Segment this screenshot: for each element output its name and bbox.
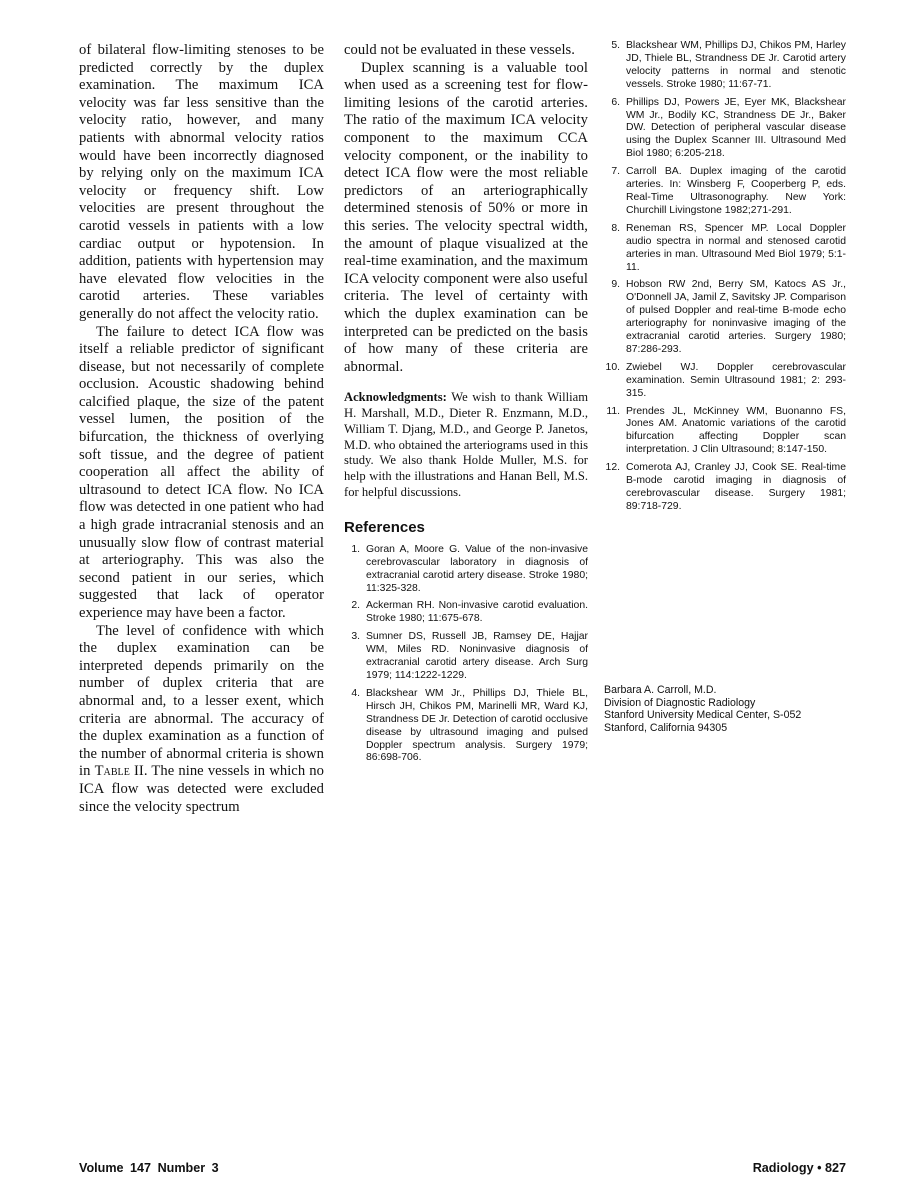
references-list xyxy=(344,544,588,766)
reference-item xyxy=(344,688,588,765)
reference-text: Carroll BA. Duplex imaging of the carotid arteries. In: Winsberg F, Cooperberg P, eds. Real-Time Ultrasonography. New York: Churchill Livingstone 1982;271-291. xyxy=(626,166,846,216)
reference-text: Hobson RW 2nd, Berry SM, Katocs AS Jr., O'Donnell JA, Jamil Z, Savitsky JP. Comparison of pulsed Doppler and real-time B-mode echo arteriography for noninvasive imaging of the extracranial carotid arteries. Surgery 1980; 87:286-293. xyxy=(626,279,846,355)
reference-text: Blackshear WM, Phillips DJ, Chikos PM, Harley JD, Thiele BL, Strandness DE Jr. Carotid artery velocity patterns in normal and stenotic vessels. Stroke 1980; 11:67-71. xyxy=(626,40,846,90)
reference-item xyxy=(604,223,846,275)
reference-item xyxy=(604,40,846,92)
paragraph: Duplex scanning is a valuable tool when used as a screening test for flow-limiting lesions of the carotid arteries. The ratio of the maximum ICA velocity component to the maximum CCA velocity component, or the inability to detect ICA flow were the most reliable predictors of an arteriographically determined stenosis of 50% or more in this series. The velocity spectral width, the amount of plaque visualized at the real-time examination, and the maximum ICA velocity component were also useful criteria. The level of certainty with which the duplex examination can be interpreted can be predicted on the basis of how many of these criteria are abnormal. xyxy=(344,59,588,375)
reference-number: 5. xyxy=(611,40,620,51)
reference-text: Ackerman RH. Non-invasive carotid evaluation. Stroke 1980; 11:675-678. xyxy=(366,600,588,625)
footer-journal-page: Radiology • 827 xyxy=(752,1161,846,1175)
column-3 xyxy=(604,40,846,519)
reference-item xyxy=(604,166,846,218)
acknowledgments-label: Acknowledgments: xyxy=(344,390,447,405)
reference-number: 6. xyxy=(611,96,620,108)
reference-number: 7. xyxy=(611,166,620,178)
reference-item xyxy=(604,406,846,458)
reference-number: 4. xyxy=(351,687,360,699)
paragraph: of bilateral flow-limiting stenoses to be predicted correctly by the duplex examination. The maximum ICA velocity was far less sensitive than the velocity ratio, however, and many patients with abnormal velocity ratios would have been incorrectly diagnosed by relying only on the maximum ICA velocity or frequency shift. Low velocities are present throughout the carotid vessels in patients with a low cardiac output or hypotension. In addition, patients with hypertension may have elevated flow velocities in the carotid arteries. These variables generally do not affect the velocity ratio. xyxy=(79,42,324,322)
reference-item xyxy=(604,462,846,514)
author-city: Stanford, California 94305 xyxy=(604,722,728,735)
reference-text: Goran A, Moore G. Value of the non-invasive cerebrovascular laboratory in diagnosis of extracranial carotid artery disease. Stroke 1980; 11:325-328. xyxy=(366,543,588,594)
reference-number: 10. xyxy=(605,361,620,373)
reference-number: 1. xyxy=(351,543,360,555)
table-reference: Table xyxy=(94,763,130,780)
reference-text: Comerota AJ, Cranley JJ, Cook SE. Real-time B-mode carotid imaging in diagnosis of cerebrovascular disease. Surgery 1981; 89:718-729. xyxy=(626,462,846,512)
acknowledgments-text: We wish to thank William H. Marshall, M.D., Dieter R. Enzmann, M.D., William T. Djang, M.D., and George P. Janetos, M.D. who obtained the arteriograms used in this study. We also thank Holde Muller, M.S. for help with the illustrations and Hanan Bell, M.S. for helpful discussions. xyxy=(344,390,588,500)
author-division: Division of Diagnostic Radiology xyxy=(604,696,756,709)
paragraph: could not be evaluated in these vessels. xyxy=(344,42,575,58)
author-name: Barbara A. Carroll, M.D. xyxy=(604,684,717,696)
reference-number: 11. xyxy=(606,405,620,417)
paragraph: The level of confidence with which the duplex examination can be interpreted depends primarily on the number of duplex criteria that are abnormal and, to a lesser exent, which criteria are abnormal. The accuracy of the duplex examination as a function of the number of abnormal criteria is shown in Table II. The nine vessels in which no ICA flow was detected were excluded since the velocity spectrum xyxy=(79,622,324,815)
footer-volume: Volume 147 Number 3 xyxy=(79,1161,219,1175)
reference-number: 3. xyxy=(351,631,360,643)
paragraph: The failure to detect ICA flow was itself a reliable predictor of significant disease, but not necessarily of complete occlusion. Acoustic shadowing behind calcified plaque, the size of the patent vessel lumen, the position of the bifurcation, the thickness of overlying soft tissue, and the degree of patient cooperation all affect the ability of ultrasound to detect ICA flow. No ICA flow was detected in one patient who had a high grade intracranial stenosis and an unusually slow flow of contrast material at arteriography. This was also the second patient in our series, which suggested that lack of operator experience may have been a factor. xyxy=(79,323,324,621)
reference-text: Sumner DS, Russell JB, Ramsey DE, Hajjar WM, Miles RD. Noninvasive diagnosis of extracranial carotid artery disease. Arch Surg 1979; 114:1222-1229. xyxy=(366,631,588,682)
reference-item xyxy=(344,631,588,683)
reference-number: 12. xyxy=(605,462,620,474)
reference-text: Reneman RS, Spencer MP. Local Doppler audio spectra in normal and stenosed carotid arteries in man. Ultrasound Med Biol 1979; 5:1-11. xyxy=(626,222,846,273)
reference-text: Phillips DJ, Powers JE, Eyer MK, Blackshear WM Jr., Bodily KC, Strandness DE Jr., Baker DW. Detection of peripheral vascular disease using the Duplex Scanner III. Ultrasound Med Biol 1980; 6:205-218. xyxy=(626,96,846,160)
reference-item xyxy=(344,600,588,626)
reference-text: Prendes JL, McKinney WM, Buonanno FS, Jones AM. Anatomic variations of the carotid bifurcation affecting Doppler scan interpretation. J Clin Ultrasound; 8:147-150. xyxy=(626,405,846,456)
reference-number: 8. xyxy=(611,222,620,234)
reference-item xyxy=(344,544,588,596)
column-2 xyxy=(344,42,588,770)
reference-item xyxy=(604,362,846,401)
author-address xyxy=(604,684,854,735)
acknowledgments xyxy=(344,390,588,501)
reference-text: Zwiebel WJ. Doppler cerebrovascular examination. Semin Ultrasound 1981; 2: 293-315. xyxy=(626,361,846,399)
author-institution: Stanford University Medical Center, S-052 xyxy=(604,709,802,722)
reference-item xyxy=(604,97,846,162)
reference-number: 2. xyxy=(351,600,360,612)
reference-item xyxy=(604,279,846,356)
references-list-continued xyxy=(604,40,846,514)
references-heading: References xyxy=(344,518,425,536)
reference-number: 9. xyxy=(611,279,620,291)
column-1 xyxy=(79,42,324,816)
reference-text: Blackshear WM Jr., Phillips DJ, Thiele BL, Hirsch JH, Chikos PM, Marinelli MR, Ward KJ, Strandness DE Jr. Detection of carotid occlusive disease by ultrasound imaging and pulsed Doppler spectrum analysis. Surgery 1979; 86:698-706. xyxy=(366,687,588,764)
